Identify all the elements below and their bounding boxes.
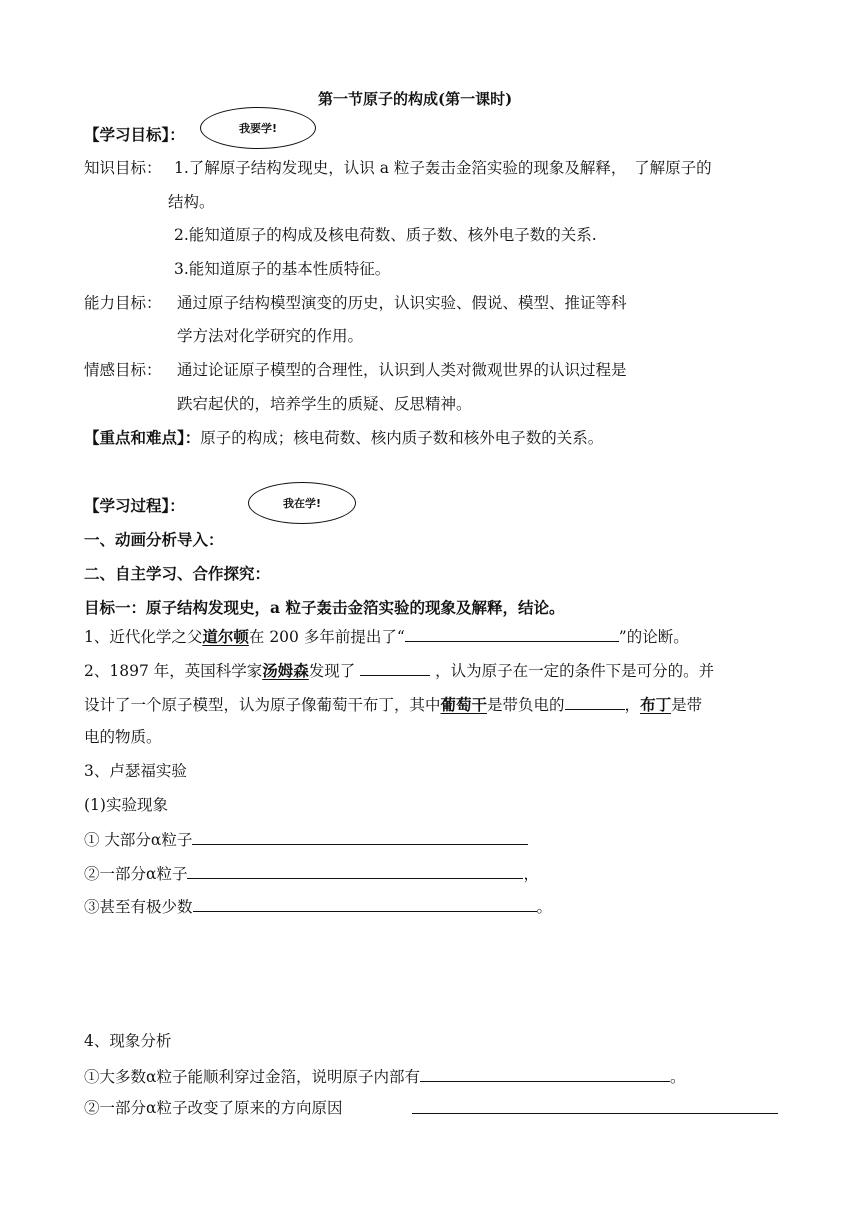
q1-end: ”的论断。 (618, 628, 689, 646)
ability-goal-cont: 学方法对化学研究的作用。 (177, 327, 364, 345)
question-2 (84, 659, 714, 681)
q1-mid: 在 200 多年前提出了“ (248, 628, 405, 646)
question-1 (84, 625, 689, 647)
question-3: 3、卢瑟福实验 (84, 762, 187, 780)
process-heading: 【学习过程】： (84, 496, 185, 515)
question-4: 4、现象分析 (84, 1032, 172, 1050)
question-2-line-3: 电的物质。 (84, 728, 162, 746)
analysis-1 (84, 1065, 685, 1087)
section-2-heading: 二、自主学习、合作探究： (84, 564, 271, 583)
goals-heading: 【学习目标】： (84, 125, 185, 144)
phenomenon-2-text: ②一部分α粒子 (84, 865, 188, 883)
page-title: 第一节原子的构成(第一课时) (318, 90, 513, 108)
question-2-line-2 (84, 693, 702, 715)
analysis-1-blank[interactable] (420, 1065, 670, 1082)
q2-line2-mid: 是带负电的 (487, 696, 565, 714)
knowledge-goal-3: 3.能知道原子的基本性质特征。 (174, 260, 391, 278)
phenomenon-1-blank[interactable] (192, 828, 528, 845)
phenomenon-3-blank[interactable] (193, 895, 537, 912)
q1-blank[interactable] (405, 625, 619, 642)
pudding-label: 布丁 (640, 695, 672, 714)
q2-blank-discovery[interactable] (360, 659, 430, 676)
q2-mid: 发现了 (308, 662, 356, 680)
key-text: 原子的构成；核电荷数、核内质子数和核外电子数的关系。 (200, 429, 604, 447)
q2-blank-raisin[interactable] (565, 693, 625, 710)
key-heading: 【重点和难点】： (84, 428, 201, 447)
phenomenon-1-text: ① 大部分α粒子 (84, 831, 193, 849)
q2-end: ，认为原子在一定的条件下是可分的。并 (435, 662, 715, 680)
ability-goal: 通过原子结构模型演变的历史，认识实验、假说、模型、推证等科 (177, 294, 627, 312)
knowledge-goal-1-cont: 结构。 (168, 193, 215, 211)
bubble-i-am-learning (248, 482, 356, 524)
analysis-1-text: ①大多数α粒子能顺利穿过金箔，说明原子内部有 (84, 1068, 420, 1086)
phenomenon-3-text: ③甚至有极少数 (84, 898, 193, 916)
emotion-label: 情感目标： (84, 361, 162, 379)
bubble-i-want-to-learn (200, 107, 316, 149)
knowledge-goal-1: 1.了解原子结构发现史，认识 a 粒子轰击金箔实验的现象及解释， 了解原子的 (174, 159, 712, 177)
target-1-heading: 目标一：原子结构发现史，a 粒子轰击金箔实验的现象及解释，结论。 (84, 598, 565, 617)
phenomenon-2 (84, 862, 539, 884)
phenomenon-1 (84, 828, 528, 850)
phenomenon-2-end: ， (523, 865, 539, 883)
analysis-1-end: 。 (669, 1068, 686, 1086)
knowledge-label: 知识目标： (84, 159, 162, 177)
section-1-heading: 一、动画分析导入： (84, 530, 224, 549)
q2-line2-end: 是带 (671, 696, 703, 714)
q1-pre: 1、近代化学之父 (84, 628, 203, 646)
q2-comma: ， (624, 696, 641, 714)
phenomenon-3-end: 。 (536, 898, 553, 916)
knowledge-goal-2: 2.能知道原子的构成及核电荷数、质子数、核外电子数的关系. (174, 226, 597, 244)
q2-pre: 2、1897 年，英国科学家 (84, 662, 263, 680)
emotion-goal-cont: 跌宕起伏的，培养学生的质疑、反思精神。 (177, 395, 472, 413)
bubble-text: 我要学! (238, 122, 278, 135)
raisin-label: 葡萄干 (440, 695, 488, 714)
emotion-goal: 通过论证原子模型的合理性，认识到人类对微观世界的认识过程是 (177, 361, 627, 379)
question-3-sub: (1)实验现象 (84, 796, 168, 814)
dalton-name: 道尔顿 (202, 627, 249, 646)
phenomenon-2-blank[interactable] (187, 862, 523, 879)
thomson-name: 汤姆森 (262, 661, 309, 680)
analysis-2: ②一部分α粒子改变了原来的方向原因 (84, 1099, 343, 1117)
analysis-2-blank[interactable] (412, 1112, 778, 1114)
bubble-text: 我在学! (282, 497, 322, 510)
phenomenon-3 (84, 895, 552, 917)
q2-line2-pre: 设计了一个原子模型，认为原子像葡萄干布丁，其中 (84, 696, 441, 714)
key-points (84, 428, 603, 448)
ability-label: 能力目标： (84, 294, 162, 312)
